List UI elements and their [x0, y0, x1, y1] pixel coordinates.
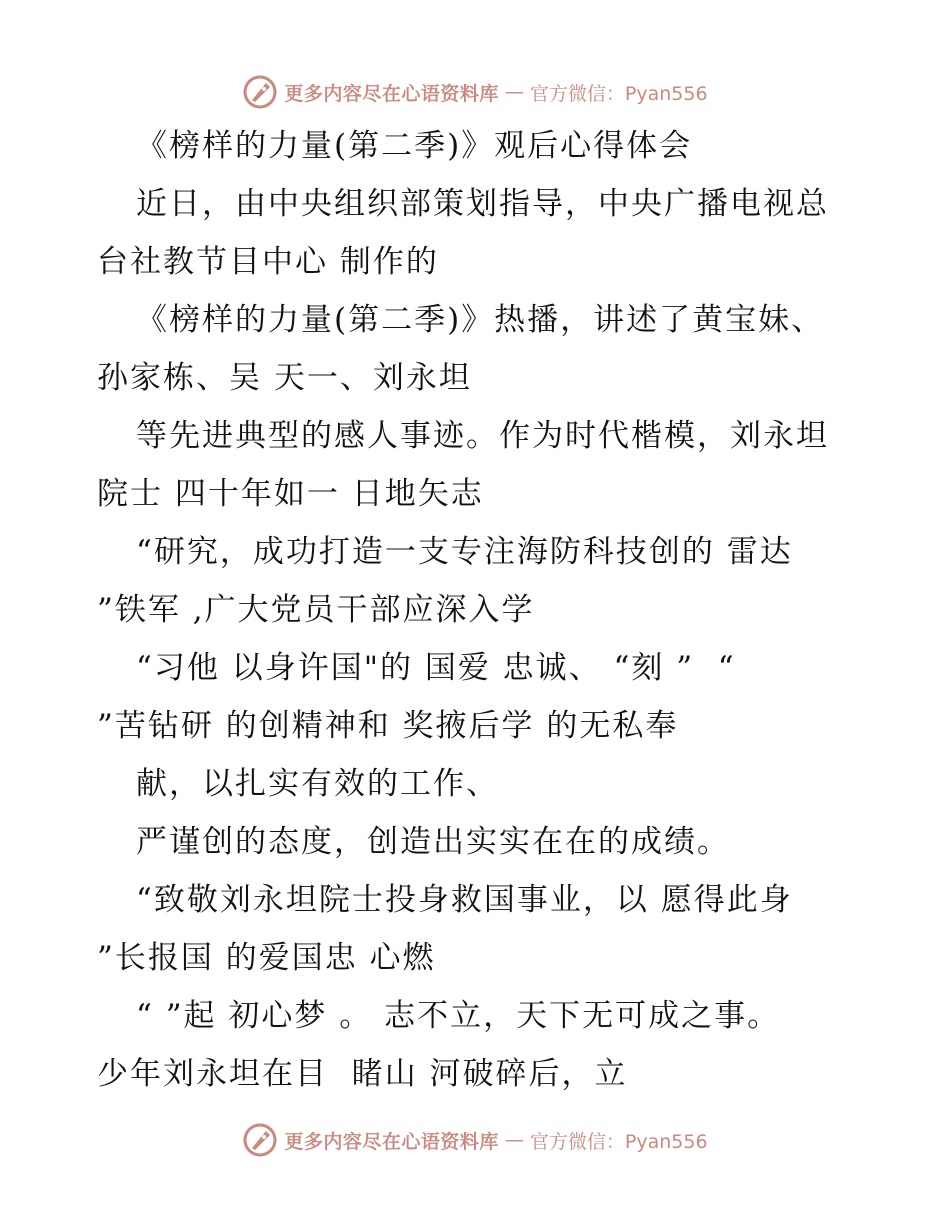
paragraph-line: 等先进典型的感人事迹。作为时代楷模，刘永坦 [136, 418, 829, 454]
header-watermark [0, 72, 950, 112]
paragraph-line: 严谨创的态度，创造出实实在在的成绩。 [136, 824, 730, 860]
paragraph-line: 《榜样的力量(第二季)》热播，讲述了黄宝妹、 [136, 302, 825, 338]
watermark-wechat-text: 官方微信：Pyan556 [529, 82, 708, 105]
footer-watermark [0, 1120, 950, 1160]
paragraph-line: 献，以扎实有效的工作、 [136, 766, 499, 802]
paragraph-line: 台社教节目中心 制作的 [97, 244, 439, 280]
paragraph-line: “ ”起 初心梦 。 志不立，天下无可成之事。 [136, 998, 781, 1034]
paragraph-line: 孙家栋、吴 天一、刘永坦 [97, 360, 472, 396]
pen-nib-logo-icon [242, 74, 278, 110]
watermark-separator: — [504, 81, 524, 103]
paragraph-line: ”苦钻研 的创精神和 奖掖后学 的无私奉 [97, 708, 679, 744]
paragraph-line: “习他 以身许国"的 国爱 忠诚、 “刻 ” “ [136, 650, 736, 686]
paragraph-line: “研究，成功打造一支专注海防科技创的 雷达 [136, 534, 793, 570]
paragraph-line: 院士 四十年如一 日地矢志 [97, 476, 484, 512]
watermark-site-text: 更多内容尽在心语资料库 [284, 1130, 499, 1153]
document-title: 《榜样的力量(第二季)》观后心得体会 [136, 128, 693, 164]
watermark-site-text: 更多内容尽在心语资料库 [284, 82, 499, 105]
paragraph-line: “致敬刘永坦院士投身救国事业，以 愿得此身 [136, 882, 793, 918]
pen-nib-logo-icon [242, 1122, 278, 1158]
paragraph-line: ”长报国 的爱国忠 心燃 [97, 940, 436, 976]
paragraph-line: 少年刘永坦在目 睹山 河破碎后，立 [97, 1056, 628, 1092]
paragraph-line: ”铁军 ,广大党员干部应深入学 [97, 592, 535, 628]
watermark-separator: — [504, 1129, 524, 1151]
paragraph-line: 近日，由中央组织部策划指导，中央广播电视总 [136, 186, 829, 222]
watermark-wechat-text: 官方微信：Pyan556 [529, 1130, 708, 1153]
